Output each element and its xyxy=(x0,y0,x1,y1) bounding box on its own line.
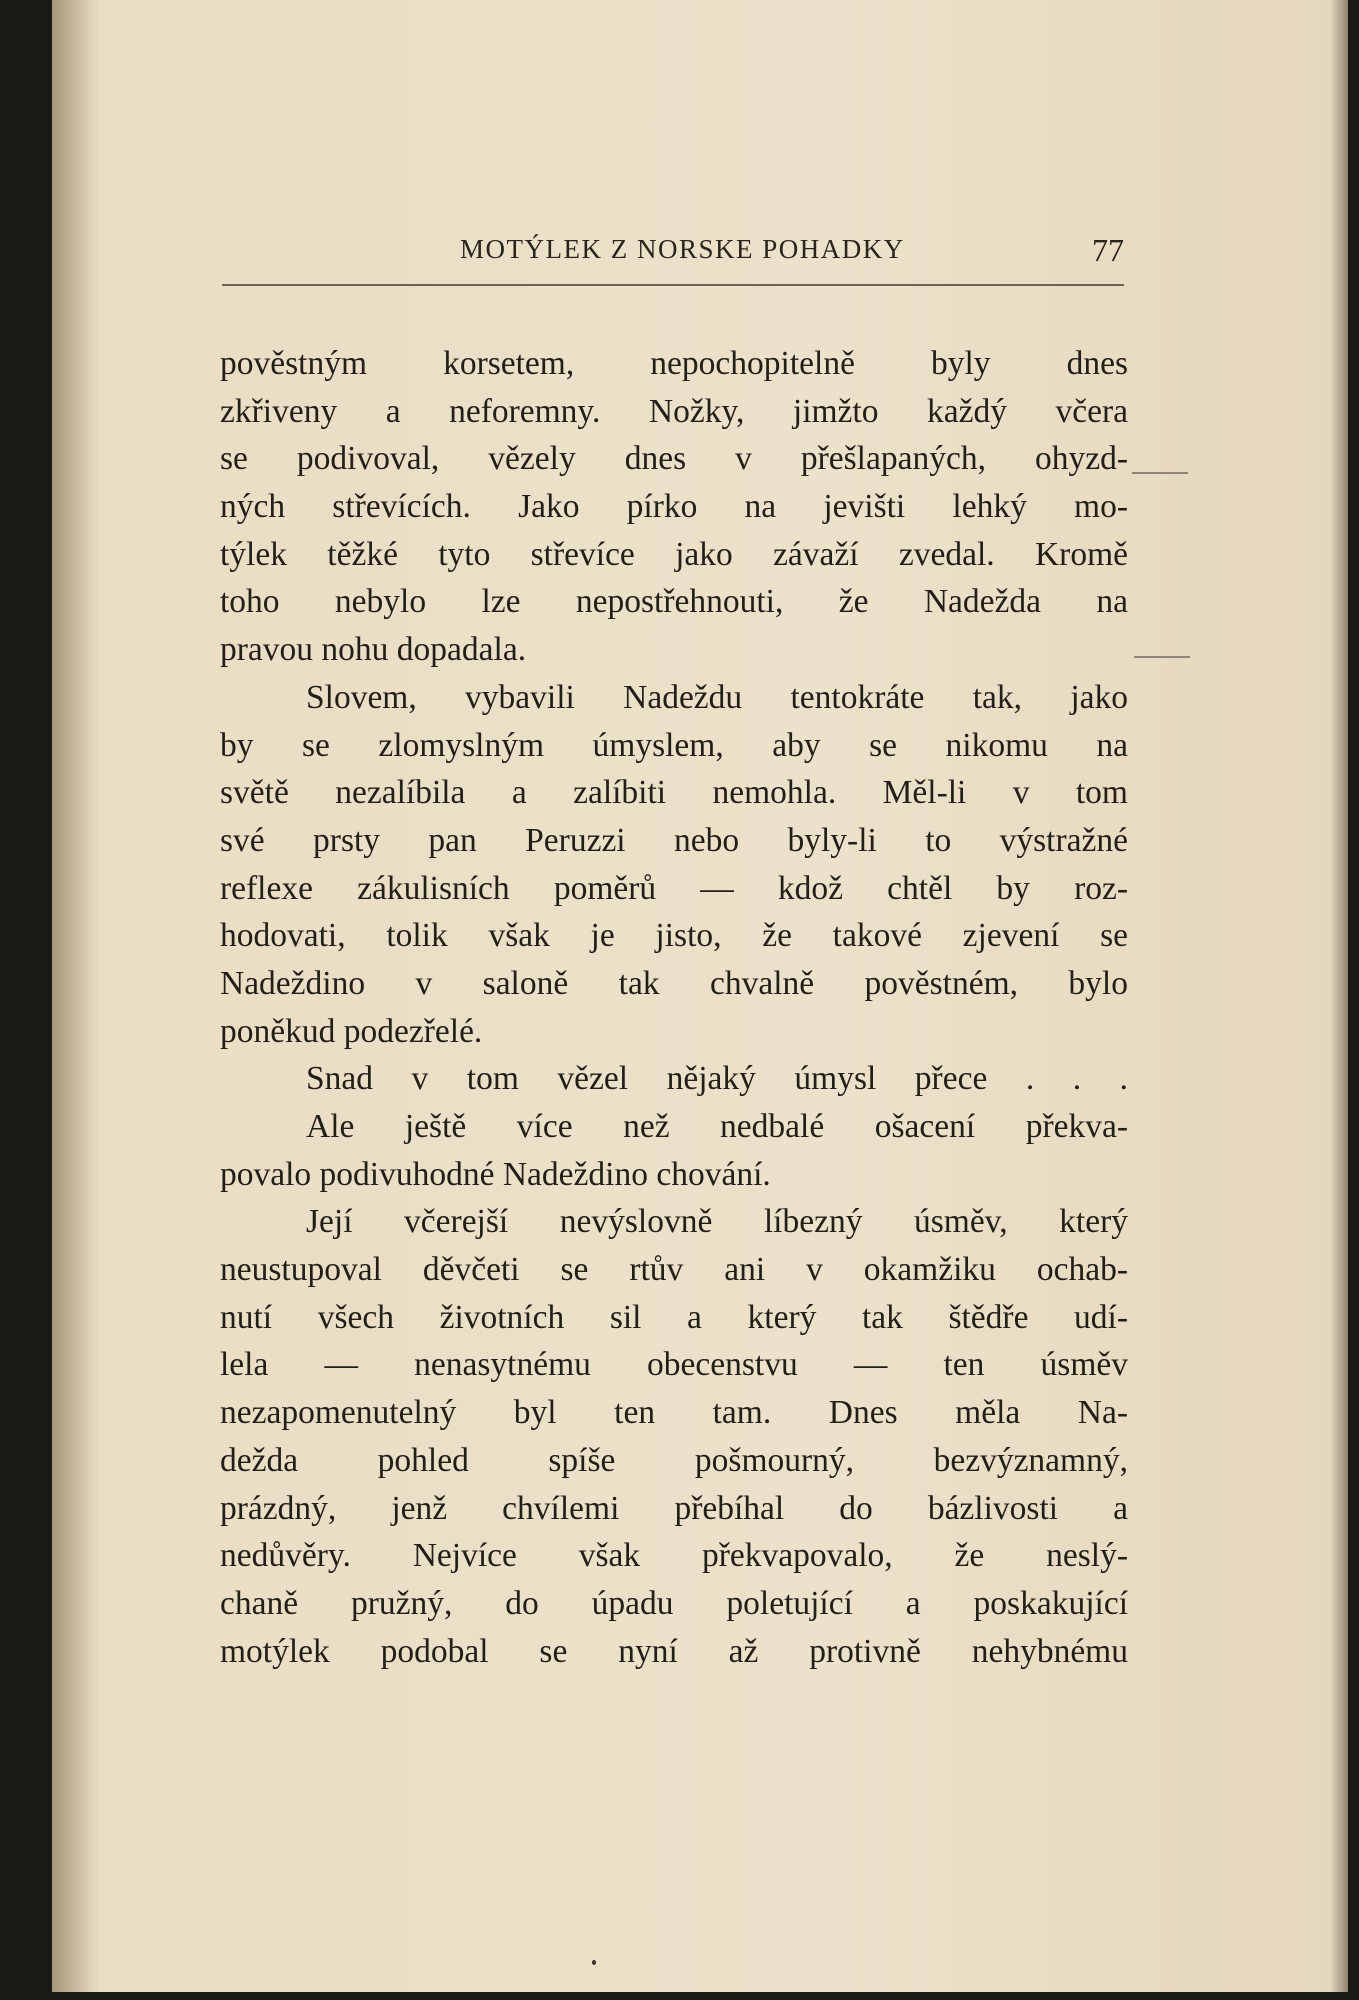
page-number: 77 xyxy=(1092,232,1124,268)
body-text xyxy=(220,340,1128,1675)
text-line: prázdný, jenž chvílemi přebíhal do bázlivosti a xyxy=(220,1489,1128,1527)
text-line: motýlek podobal se nyní až protivně nehybnému xyxy=(220,1632,1128,1670)
text-line: nutí všech životních sil a který tak štědře udí- xyxy=(220,1298,1128,1336)
text-line: nedůvěry. Nejvíce však překvapovalo, že neslý- xyxy=(220,1537,1128,1575)
text-line: Ale ještě více než nedbalé ošacení překva- xyxy=(306,1108,1128,1145)
text-line: pověstným korsetem, nepochopitelně byly dnes xyxy=(220,345,1128,382)
ink-speck xyxy=(592,1960,596,1965)
text-line: hodovati, tolik však je jisto, že takové zjevení se xyxy=(220,917,1128,955)
page-edge xyxy=(1330,0,1348,1992)
margin-mark xyxy=(1134,656,1190,658)
text-line: reflexe zákulisních poměrů — kdož chtěl by roz- xyxy=(220,869,1128,907)
text-line: pravou nohu dopadala. xyxy=(220,631,527,669)
text-line: dežda pohled spíše pošmourný, bezvýznamný, xyxy=(220,1441,1128,1479)
text-line: týlek těžké tyto střevíce jako závaží zvedal. Kromě xyxy=(220,535,1128,573)
text-line: zkřiveny a neforemny. Nožky, jimžto každý včera xyxy=(220,392,1128,430)
text-line: toho nebylo lze nepostřehnouti, že Nadežda na xyxy=(220,583,1128,621)
spine-shadow xyxy=(52,0,100,1992)
text-line: neustupoval děvčeti se rtův ani v okamžiku ochab- xyxy=(220,1251,1128,1289)
header-rule xyxy=(222,284,1124,286)
text-line: Její včerejší nevýslovně líbezný úsměv, který xyxy=(306,1203,1128,1241)
text-line: povalo podivuhodné Nadeždino chování. xyxy=(220,1155,771,1193)
text-line: Nadeždino v saloně tak chvalně pověstném, bylo xyxy=(220,964,1128,1002)
margin-mark xyxy=(1132,472,1188,474)
text-line: lela — nenasytnému obecenstvu — ten úsměv xyxy=(220,1346,1128,1384)
text-line: ných střevících. Jako pírko na jevišti lehký mo- xyxy=(220,488,1128,526)
book-page xyxy=(52,0,1348,1992)
text-line: světě nezalíbila a zalíbiti nemohla. Měl-li v tom xyxy=(220,774,1128,812)
text-line: by se zlomyslným úmyslem, aby se nikomu na xyxy=(220,726,1128,764)
text-line: Slovem, vybavili Nadeždu tentokráte tak, jako xyxy=(306,678,1128,716)
page-header xyxy=(220,232,1128,272)
text-line: své prsty pan Peruzzi nebo byly-li to výstražné xyxy=(220,821,1128,859)
text-line: se podivoval, vězely dnes v přešlapaných, ohyzd- xyxy=(220,440,1128,478)
text-line: nezapomenutelný byl ten tam. Dnes měla Na- xyxy=(220,1394,1128,1432)
text-line: chaně pružný, do úpadu poletující a poskakující xyxy=(220,1584,1128,1622)
text-line: Snad v tom vězel nějaký úmysl přece . . . xyxy=(306,1060,1128,1098)
text-line: poněkud podezřelé. xyxy=(220,1012,483,1050)
running-title: MOTÝLEK Z NORSKE POHADKY xyxy=(460,234,905,264)
